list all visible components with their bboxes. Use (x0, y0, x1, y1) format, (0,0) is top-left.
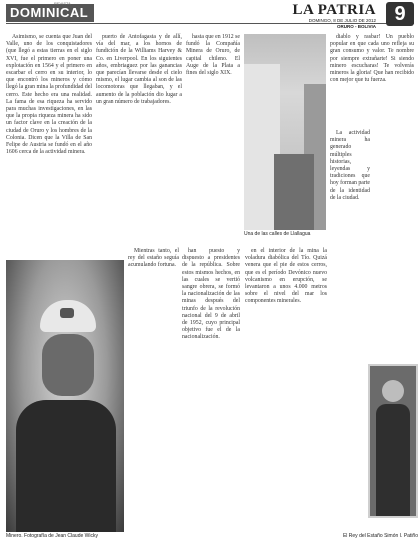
portrait-photo (368, 364, 418, 518)
column-text: hasta que en 1912 se fundó la Compañía Minera de Oruro, de capital chileno. El Auge de la Plata a fines del siglo XIX. (186, 34, 240, 77)
article-column-5 (245, 248, 327, 306)
article-column-7 (330, 130, 370, 202)
article-column-2 (96, 34, 182, 106)
column-text: Mientras tanto, el rey del estaño seguía acumulando fortuna. (128, 248, 179, 269)
miner-photo (6, 260, 124, 532)
photo-caption-portrait: El Rey del Estaño Simón I. Patiño (342, 533, 418, 539)
helmet-lamp-shape (60, 308, 74, 318)
section-small-label: REVISTA (54, 1, 71, 6)
column-text: puerto de Antofagasta y de allí, vía del mar, a los hornos de fundición de la Williams Harvey & Co. en Liverpool. En los siguientes años, embriaguez por las ganancias que parecían llevarse desde el cielo mismo, el lugar cambia al son de las locomotoras que llegaban, y el aumento de la población dio lugar a un gran número de trabajadores. (96, 34, 182, 105)
issue-date: DOMINGO, 8 DE JULIO DE 2012 (308, 18, 376, 23)
masthead: LA PATRIA (292, 2, 376, 18)
column-text: diablo y rasbar! Un pueblo popular en que cada uno refleja su gran consumo y valor. Te nombre por siempre extrañarte! Si siendo minero escucharas! Te volverás mineros la gloria! Que han recibido con mejor que tu fuerza. (330, 34, 414, 84)
column-text: La actividad minera ha generado múltiples historias, leyendas y tradiciones que hoy forman parte de la identidad de la ciudad. (330, 130, 370, 201)
photo-caption-street: Una de las calles de Llallagua (244, 231, 311, 237)
face-shape (42, 334, 94, 396)
article-column-3 (186, 34, 240, 77)
photo-caption-miner: Minero. Fotografía de Jean Claude Wicky (6, 533, 98, 539)
portrait-suit (376, 404, 410, 516)
issue-place: ORURO - BOLIVIA (337, 24, 376, 29)
page-number: 9 (386, 2, 414, 26)
page-header (0, 0, 420, 30)
section-label: DOMINICAL (6, 4, 94, 22)
article-column-6 (330, 34, 414, 84)
photo-street (274, 154, 314, 230)
street-photo (244, 34, 326, 230)
article-column-3b (128, 248, 179, 270)
column-text: en el interior de la mina la voladura diabólica del Tío. Quizá venera que el pie de estos cerros, que es el período Devónico nuevo volcanismo en erupción, se levantaron a unos 4.000 metros sobre el nivel del mar los componentes minerales. (245, 248, 327, 305)
article-column-4 (182, 248, 240, 342)
article-column-1 (6, 34, 92, 156)
portrait-head (382, 380, 404, 402)
column-text: han puesto y dispuesto a presidentes de la república. Sobre estos mismos hechos, en las cuales se vertió sangre obrera, se formó la nacionalización de las minas después del triunfo de la revolución nacional del 9 de abril de 1952, cuyo principal objetivo fue el de la nacionalización. (182, 248, 240, 341)
body-shape (16, 400, 116, 532)
column-text: Asimismo, se cuenta que Juan del Valle, uno de los conquistadores (que llegó a estas tierras en el siglo XVI, fue el primero en poner una explotación en 1564 y el primero en escarbar el cerro en su interior, lo que encontró los mineros y cómo llegó la gran mina la profundidad del cerro. Este hecho era una realidad. La fama de esa riqueza ha servido para muchas investigaciones, en las que la propia riqueza minera ha sido un factor clave en la creación de la ciudad de Oruro y los hombres de la Colonia. Dicen que la Villa de San Felipe de Austria se fundó en el año 1606 cerca de la actividad minera. (6, 34, 92, 156)
